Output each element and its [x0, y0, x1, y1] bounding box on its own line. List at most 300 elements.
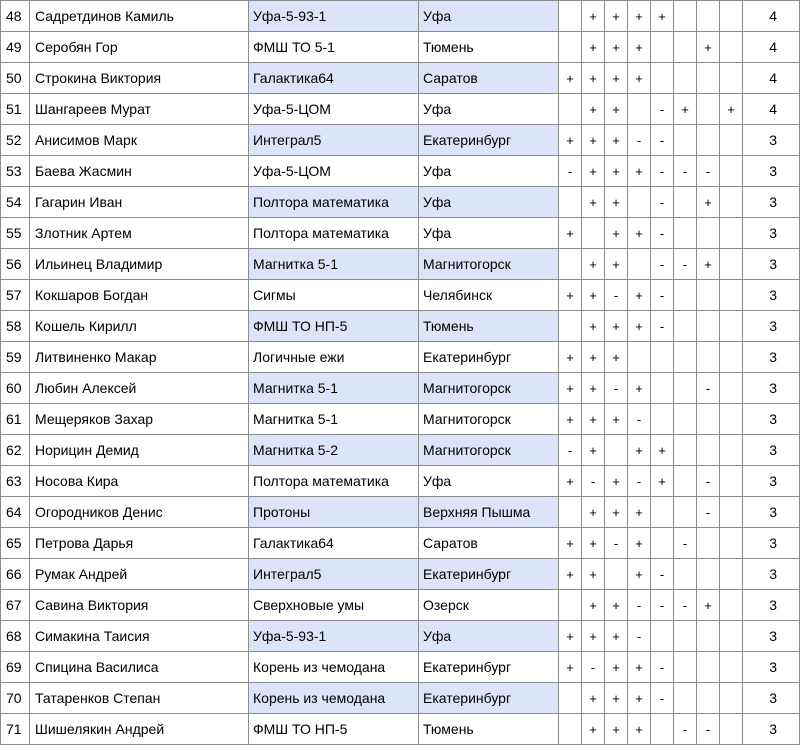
problem-mark: -: [674, 714, 697, 745]
participant-name: Савина Виктория: [30, 590, 249, 621]
problem-mark: +: [582, 559, 605, 590]
problem-mark: [559, 94, 582, 125]
problem-mark: [720, 342, 743, 373]
problem-mark: +: [651, 1, 674, 32]
problem-mark: +: [582, 342, 605, 373]
team-name: Уфа-5-ЦОМ: [249, 156, 419, 187]
problem-mark: [697, 63, 720, 94]
problem-mark: -: [697, 156, 720, 187]
table-row: [1, 1, 800, 32]
problem-mark: [720, 497, 743, 528]
team-name: ФМШ ТО 5-1: [249, 32, 419, 63]
problem-mark: +: [582, 683, 605, 714]
city-name: Екатеринбург: [419, 342, 559, 373]
table-row: [1, 652, 800, 683]
problem-mark: +: [559, 63, 582, 94]
problem-mark: +: [605, 187, 628, 218]
total-score: 3: [743, 497, 800, 528]
problem-mark: +: [559, 466, 582, 497]
problem-mark: -: [651, 652, 674, 683]
city-name: Магнитогорск: [419, 404, 559, 435]
problem-mark: [605, 435, 628, 466]
problem-mark: [720, 404, 743, 435]
total-score: 3: [743, 683, 800, 714]
problem-mark: +: [628, 497, 651, 528]
problem-mark: [720, 187, 743, 218]
problem-mark: +: [582, 280, 605, 311]
problem-mark: +: [605, 32, 628, 63]
city-name: Уфа: [419, 1, 559, 32]
problem-mark: -: [674, 156, 697, 187]
problem-mark: [697, 342, 720, 373]
problem-mark: -: [651, 218, 674, 249]
problem-mark: [697, 559, 720, 590]
table-row: [1, 249, 800, 280]
problem-mark: [651, 528, 674, 559]
problem-mark: +: [628, 311, 651, 342]
team-name: Сверхновые умы: [249, 590, 419, 621]
problem-mark: [651, 373, 674, 404]
problem-mark: -: [674, 590, 697, 621]
problem-mark: +: [582, 94, 605, 125]
total-score: 3: [743, 125, 800, 156]
problem-mark: +: [605, 466, 628, 497]
problem-mark: [697, 404, 720, 435]
problem-mark: [697, 528, 720, 559]
team-name: Уфа-5-93-1: [249, 621, 419, 652]
participant-name: Шишелякин Андрей: [30, 714, 249, 745]
problem-mark: +: [605, 683, 628, 714]
problem-mark: -: [651, 187, 674, 218]
problem-mark: [559, 311, 582, 342]
total-score: 3: [743, 435, 800, 466]
place-number: 63: [1, 466, 30, 497]
city-name: Уфа: [419, 156, 559, 187]
table-row: [1, 342, 800, 373]
total-score: 3: [743, 156, 800, 187]
problem-mark: -: [651, 94, 674, 125]
problem-mark: [720, 528, 743, 559]
problem-mark: [697, 94, 720, 125]
participant-name: Анисимов Марк: [30, 125, 249, 156]
total-score: 3: [743, 373, 800, 404]
problem-mark: [720, 218, 743, 249]
place-number: 59: [1, 342, 30, 373]
total-score: 3: [743, 621, 800, 652]
problem-mark: +: [559, 621, 582, 652]
problem-mark: +: [605, 218, 628, 249]
problem-mark: -: [582, 466, 605, 497]
city-name: Екатеринбург: [419, 652, 559, 683]
problem-mark: [559, 187, 582, 218]
problem-mark: -: [628, 466, 651, 497]
participant-name: Гагарин Иван: [30, 187, 249, 218]
table-row: [1, 187, 800, 218]
problem-mark: [628, 342, 651, 373]
table-row: [1, 218, 800, 249]
problem-mark: [674, 373, 697, 404]
problem-mark: +: [651, 466, 674, 497]
table-row: [1, 683, 800, 714]
problem-mark: [720, 311, 743, 342]
problem-mark: [674, 652, 697, 683]
city-name: Екатеринбург: [419, 125, 559, 156]
team-name: Полтора математика: [249, 466, 419, 497]
problem-mark: [674, 187, 697, 218]
total-score: 4: [743, 32, 800, 63]
total-score: 3: [743, 218, 800, 249]
total-score: 3: [743, 249, 800, 280]
team-name: Сигмы: [249, 280, 419, 311]
problem-mark: [651, 621, 674, 652]
team-name: Протоны: [249, 497, 419, 528]
problem-mark: +: [605, 404, 628, 435]
problem-mark: +: [605, 249, 628, 280]
problem-mark: +: [605, 63, 628, 94]
participant-name: Литвиненко Макар: [30, 342, 249, 373]
problem-mark: [674, 125, 697, 156]
problem-mark: +: [697, 187, 720, 218]
city-name: Саратов: [419, 528, 559, 559]
problem-mark: +: [628, 32, 651, 63]
total-score: 3: [743, 590, 800, 621]
place-number: 54: [1, 187, 30, 218]
team-name: Галактика64: [249, 528, 419, 559]
table-row: [1, 528, 800, 559]
place-number: 64: [1, 497, 30, 528]
problem-mark: +: [628, 373, 651, 404]
problem-mark: [651, 342, 674, 373]
problem-mark: [674, 435, 697, 466]
city-name: Озерск: [419, 590, 559, 621]
problem-mark: [559, 32, 582, 63]
problem-mark: +: [559, 280, 582, 311]
problem-mark: [674, 32, 697, 63]
team-name: Интеграл5: [249, 125, 419, 156]
problem-mark: [720, 714, 743, 745]
problem-mark: +: [628, 63, 651, 94]
table-row: [1, 63, 800, 94]
problem-mark: [697, 125, 720, 156]
city-name: Верхняя Пышма: [419, 497, 559, 528]
problem-mark: +: [720, 94, 743, 125]
problem-mark: [674, 621, 697, 652]
city-name: Уфа: [419, 94, 559, 125]
city-name: Уфа: [419, 466, 559, 497]
problem-mark: +: [582, 404, 605, 435]
total-score: 3: [743, 404, 800, 435]
problem-mark: [559, 683, 582, 714]
problem-mark: [720, 466, 743, 497]
problem-mark: -: [651, 125, 674, 156]
problem-mark: [720, 1, 743, 32]
participant-name: Спицина Василиса: [30, 652, 249, 683]
problem-mark: [720, 125, 743, 156]
problem-mark: +: [582, 125, 605, 156]
results-rows: [1, 1, 800, 745]
problem-mark: [697, 311, 720, 342]
total-score: 3: [743, 342, 800, 373]
problem-mark: +: [628, 714, 651, 745]
problem-mark: +: [582, 714, 605, 745]
table-row: [1, 125, 800, 156]
problem-mark: [651, 404, 674, 435]
total-score: 3: [743, 280, 800, 311]
problem-mark: -: [651, 559, 674, 590]
problem-mark: [651, 497, 674, 528]
problem-mark: [674, 63, 697, 94]
problem-mark: [674, 683, 697, 714]
problem-mark: -: [628, 404, 651, 435]
problem-mark: +: [697, 249, 720, 280]
total-score: 3: [743, 652, 800, 683]
city-name: Екатеринбург: [419, 559, 559, 590]
team-name: Корень из чемодана: [249, 652, 419, 683]
problem-mark: [559, 249, 582, 280]
problem-mark: [559, 714, 582, 745]
problem-mark: [582, 218, 605, 249]
problem-mark: [628, 94, 651, 125]
problem-mark: -: [697, 714, 720, 745]
problem-mark: [628, 249, 651, 280]
problem-mark: +: [582, 32, 605, 63]
problem-mark: +: [582, 311, 605, 342]
problem-mark: +: [628, 435, 651, 466]
place-number: 56: [1, 249, 30, 280]
problem-mark: [559, 590, 582, 621]
table-row: [1, 280, 800, 311]
participant-name: Садретдинов Камиль: [30, 1, 249, 32]
problem-mark: +: [628, 280, 651, 311]
participant-name: Румак Андрей: [30, 559, 249, 590]
problem-mark: +: [559, 528, 582, 559]
problem-mark: +: [582, 1, 605, 32]
team-name: Полтора математика: [249, 187, 419, 218]
problem-mark: +: [582, 156, 605, 187]
table-row: [1, 311, 800, 342]
problem-mark: [720, 63, 743, 94]
problem-mark: +: [582, 63, 605, 94]
participant-name: Серобян Гор: [30, 32, 249, 63]
participant-name: Злотник Артем: [30, 218, 249, 249]
problem-mark: [720, 559, 743, 590]
problem-mark: -: [651, 311, 674, 342]
problem-mark: -: [697, 466, 720, 497]
problem-mark: +: [559, 373, 582, 404]
problem-mark: -: [559, 156, 582, 187]
team-name: ФМШ ТО НП-5: [249, 311, 419, 342]
problem-mark: +: [605, 652, 628, 683]
city-name: Магнитогорск: [419, 435, 559, 466]
problem-mark: [559, 1, 582, 32]
city-name: Тюмень: [419, 311, 559, 342]
city-name: Тюмень: [419, 714, 559, 745]
problem-mark: +: [559, 559, 582, 590]
place-number: 69: [1, 652, 30, 683]
problem-mark: +: [605, 125, 628, 156]
place-number: 57: [1, 280, 30, 311]
problem-mark: [697, 683, 720, 714]
problem-mark: +: [582, 187, 605, 218]
city-name: Саратов: [419, 63, 559, 94]
problem-mark: [697, 652, 720, 683]
place-number: 60: [1, 373, 30, 404]
participant-name: Петрова Дарья: [30, 528, 249, 559]
problem-mark: -: [697, 497, 720, 528]
problem-mark: [697, 435, 720, 466]
city-name: Магнитогорск: [419, 249, 559, 280]
problem-mark: -: [651, 156, 674, 187]
problem-mark: [720, 435, 743, 466]
problem-mark: +: [582, 590, 605, 621]
problem-mark: +: [559, 218, 582, 249]
place-number: 65: [1, 528, 30, 559]
problem-mark: +: [582, 528, 605, 559]
place-number: 50: [1, 63, 30, 94]
problem-mark: +: [582, 435, 605, 466]
problem-mark: +: [628, 559, 651, 590]
place-number: 51: [1, 94, 30, 125]
problem-mark: [720, 280, 743, 311]
city-name: Уфа: [419, 621, 559, 652]
problem-mark: [651, 714, 674, 745]
problem-mark: +: [674, 94, 697, 125]
problem-mark: +: [559, 125, 582, 156]
problem-mark: -: [605, 528, 628, 559]
city-name: Уфа: [419, 218, 559, 249]
problem-mark: [674, 218, 697, 249]
table-row: [1, 714, 800, 745]
table-row: [1, 466, 800, 497]
problem-mark: [720, 249, 743, 280]
problem-mark: +: [605, 342, 628, 373]
place-number: 49: [1, 32, 30, 63]
table-row: [1, 435, 800, 466]
team-name: Магнитка 5-2: [249, 435, 419, 466]
problem-mark: -: [605, 280, 628, 311]
problem-mark: [674, 1, 697, 32]
team-name: Галактика64: [249, 63, 419, 94]
participant-name: Симакина Таисия: [30, 621, 249, 652]
problem-mark: [720, 590, 743, 621]
problem-mark: -: [628, 125, 651, 156]
problem-mark: +: [628, 652, 651, 683]
problem-mark: [674, 280, 697, 311]
problem-mark: +: [651, 435, 674, 466]
table-row: [1, 156, 800, 187]
city-name: Магнитогорск: [419, 373, 559, 404]
problem-mark: [697, 280, 720, 311]
total-score: 3: [743, 528, 800, 559]
team-name: Полтора математика: [249, 218, 419, 249]
problem-mark: +: [605, 1, 628, 32]
problem-mark: +: [605, 311, 628, 342]
total-score: 3: [743, 559, 800, 590]
problem-mark: +: [582, 373, 605, 404]
participant-name: Огородников Денис: [30, 497, 249, 528]
problem-mark: [674, 466, 697, 497]
place-number: 68: [1, 621, 30, 652]
problem-mark: -: [651, 280, 674, 311]
team-name: Магнитка 5-1: [249, 249, 419, 280]
participant-name: Ильинец Владимир: [30, 249, 249, 280]
problem-mark: +: [605, 156, 628, 187]
problem-mark: +: [605, 590, 628, 621]
problem-mark: [674, 404, 697, 435]
place-number: 58: [1, 311, 30, 342]
problem-mark: [628, 187, 651, 218]
problem-mark: [674, 559, 697, 590]
problem-mark: +: [628, 218, 651, 249]
city-name: Челябинск: [419, 280, 559, 311]
place-number: 55: [1, 218, 30, 249]
city-name: Тюмень: [419, 32, 559, 63]
problem-mark: -: [628, 621, 651, 652]
team-name: Уфа-5-93-1: [249, 1, 419, 32]
problem-mark: -: [674, 528, 697, 559]
total-score: 3: [743, 187, 800, 218]
problem-mark: [697, 1, 720, 32]
participant-name: Татаренков Степан: [30, 683, 249, 714]
place-number: 61: [1, 404, 30, 435]
table-row: [1, 373, 800, 404]
problem-mark: [720, 652, 743, 683]
problem-mark: [720, 683, 743, 714]
problem-mark: -: [674, 249, 697, 280]
team-name: Уфа-5-ЦОМ: [249, 94, 419, 125]
team-name: Магнитка 5-1: [249, 373, 419, 404]
table-row: [1, 621, 800, 652]
problem-mark: [605, 559, 628, 590]
problem-mark: [720, 373, 743, 404]
table-row: [1, 497, 800, 528]
participant-name: Кокшаров Богдан: [30, 280, 249, 311]
place-number: 48: [1, 1, 30, 32]
total-score: 4: [743, 63, 800, 94]
problem-mark: -: [628, 590, 651, 621]
table-row: [1, 32, 800, 63]
problem-mark: -: [651, 249, 674, 280]
problem-mark: [674, 342, 697, 373]
team-name: Корень из чемодана: [249, 683, 419, 714]
table-row: [1, 590, 800, 621]
problem-mark: +: [605, 497, 628, 528]
problem-mark: +: [559, 342, 582, 373]
city-name: Екатеринбург: [419, 683, 559, 714]
participant-name: Норицин Демид: [30, 435, 249, 466]
table-row: [1, 404, 800, 435]
place-number: 52: [1, 125, 30, 156]
problem-mark: +: [697, 32, 720, 63]
problem-mark: -: [651, 590, 674, 621]
participant-name: Шангареев Мурат: [30, 94, 249, 125]
problem-mark: +: [628, 1, 651, 32]
problem-mark: +: [582, 249, 605, 280]
participant-name: Строкина Виктория: [30, 63, 249, 94]
team-name: ФМШ ТО НП-5: [249, 714, 419, 745]
total-score: 3: [743, 311, 800, 342]
place-number: 70: [1, 683, 30, 714]
problem-mark: +: [559, 652, 582, 683]
problem-mark: +: [605, 94, 628, 125]
participant-name: Носова Кира: [30, 466, 249, 497]
place-number: 66: [1, 559, 30, 590]
problem-mark: +: [605, 621, 628, 652]
problem-mark: [651, 32, 674, 63]
problem-mark: [720, 156, 743, 187]
team-name: Магнитка 5-1: [249, 404, 419, 435]
total-score: 4: [743, 94, 800, 125]
